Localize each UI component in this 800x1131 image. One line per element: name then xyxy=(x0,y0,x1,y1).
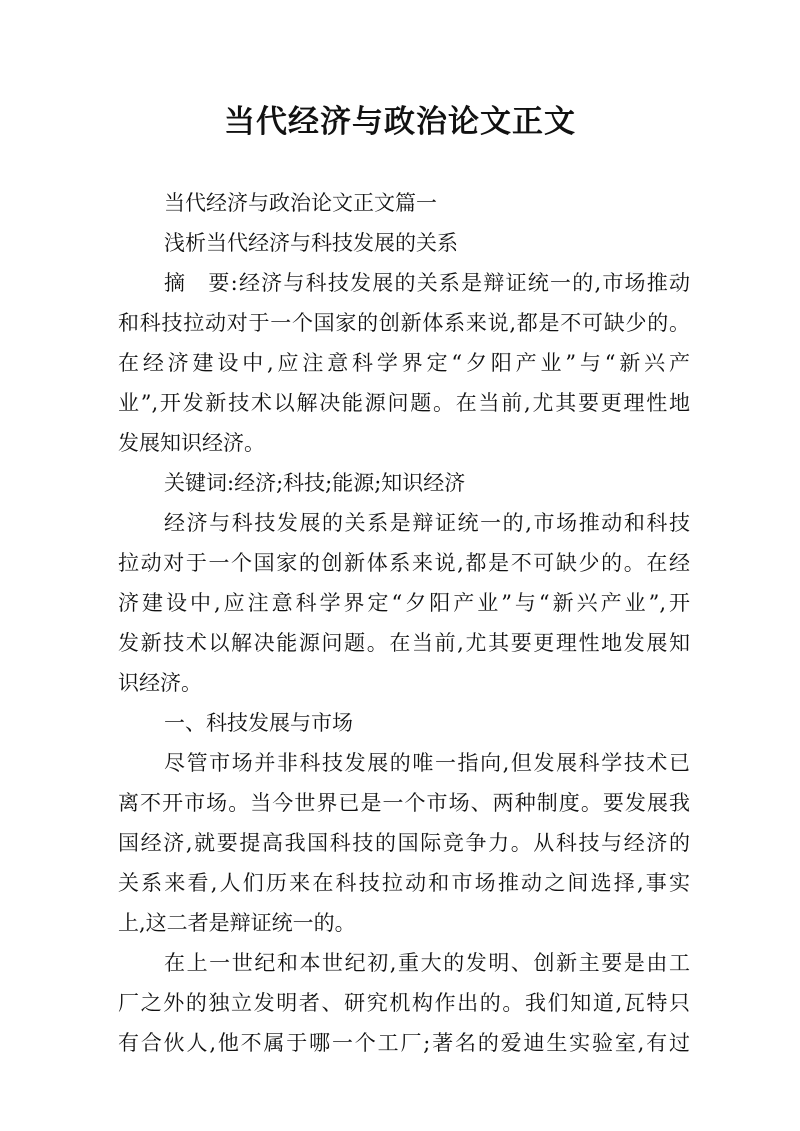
paragraph-line: 上,这二者是辩证统一的。 xyxy=(118,911,356,935)
section-heading: 当代经济与政治论文正文篇一 xyxy=(164,191,437,215)
paragraph-line: 厂之外的独立发明者、研究机构作出的。我们知道,瓦特只 xyxy=(118,991,690,1015)
subsection-heading: 一、科技发展与市场 xyxy=(164,711,353,735)
paragraph-line: 识经济。 xyxy=(118,671,202,695)
paragraph-line: 国经济,就要提高我国科技的国际竞争力。从科技与经济的 xyxy=(118,831,690,855)
paragraph-line: 发新技术以解决能源问题。在当前,尤其要更理性地发展知 xyxy=(118,631,690,655)
paragraph-line: 在上一世纪和本世纪初,重大的发明、创新主要是由工 xyxy=(164,951,690,975)
document-body xyxy=(118,183,690,1063)
abstract-line: 摘 要:经济与科技发展的关系是辩证统一的,市场推动 xyxy=(164,271,690,295)
abstract-line: 业”,开发新技术以解决能源问题。在当前,尤其要更理性地 xyxy=(118,391,690,415)
abstract-line: 在经济建设中,应注意科学界定“夕阳产业”与“新兴产 xyxy=(118,351,690,375)
paragraph-line: 有合伙人,他不属于哪一个工厂;著名的爱迪生实验室,有过 xyxy=(118,1031,690,1055)
article-title: 浅析当代经济与科技发展的关系 xyxy=(164,231,458,255)
keywords-line: 关键词:经济;科技;能源;知识经济 xyxy=(164,471,466,495)
paragraph-line: 济建设中,应注意科学界定“夕阳产业”与“新兴产业”,开 xyxy=(118,591,690,615)
paragraph-line: 尽管市场并非科技发展的唯一指向,但发展科学技术已 xyxy=(164,751,690,775)
paragraph-line: 经济与科技发展的关系是辩证统一的,市场推动和科技 xyxy=(164,511,690,535)
paragraph-line: 关系来看,人们历来在科技拉动和市场推动之间选择,事实 xyxy=(118,871,690,895)
abstract-line: 发展知识经济。 xyxy=(118,431,265,455)
abstract-line: 和科技拉动对于一个国家的创新体系来说,都是不可缺少的。 xyxy=(118,311,690,335)
paragraph-line: 离不开市场。当今世界已是一个市场、两种制度。要发展我 xyxy=(118,791,690,815)
paragraph-line: 拉动对于一个国家的创新体系来说,都是不可缺少的。在经 xyxy=(118,551,690,575)
document-title: 当代经济与政治论文正文 xyxy=(224,104,576,140)
